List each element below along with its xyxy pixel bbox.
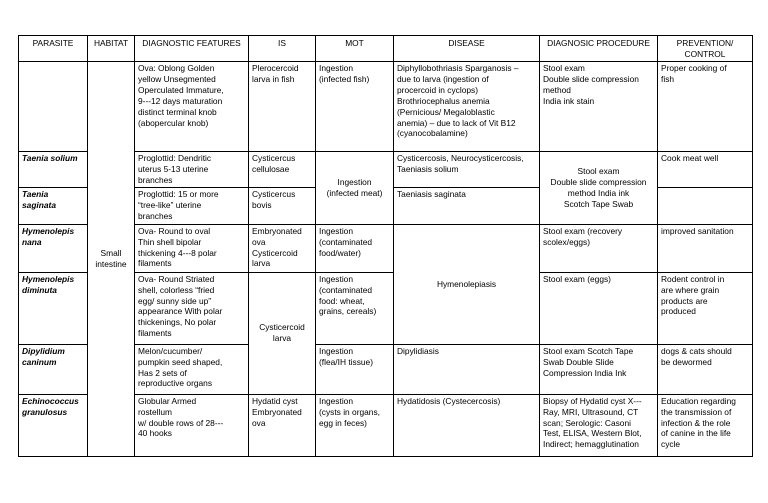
cell-text-line: pumpkin seed shaped, [138, 356, 223, 367]
cell-text-line: Proglottid: 15 or more [138, 188, 219, 199]
disease-cell [394, 62, 540, 152]
cell-text-line: fish [661, 73, 675, 84]
cell-text-line: 40 hooks [138, 428, 172, 439]
cell-text-line: Cysticercus [252, 153, 296, 163]
cell-text-line: infection & the role [661, 417, 731, 428]
mot-cell [316, 224, 394, 272]
cell-text-line: food: wheat, [319, 295, 365, 306]
cell-text-line: cycle [661, 439, 681, 450]
cell-text-line: Double slide compression [543, 73, 639, 84]
is-cell [249, 224, 316, 272]
prevention-cell [658, 224, 753, 272]
cell-text-line: Cysticercoid [252, 247, 298, 258]
disease-cell-merged [394, 224, 540, 344]
mot-cell [316, 394, 394, 456]
cell-text-line: of canine in the life [661, 428, 731, 439]
cell-text-line: Double slide compression [550, 176, 647, 187]
is-cell [249, 62, 316, 152]
header-mot: MOT [316, 36, 394, 62]
cell-text-line: Cysticercus [252, 188, 296, 199]
cell-text-line: appearance With polar [138, 306, 223, 317]
cell-text-line: due to larva (ingestion of [397, 73, 489, 84]
cell-text-line: (contaminated [319, 284, 373, 295]
cell-text-line: Stool exam [577, 166, 620, 177]
cell-text-line: Proper cooking of [661, 63, 727, 73]
cell-text-line: improved sanitation [661, 225, 734, 236]
parasite-cell [19, 272, 88, 344]
cell-text-line: Melon/cucumber/ [138, 345, 203, 356]
mot-cell [316, 62, 394, 152]
cell-text-line: Ingestion [319, 395, 353, 406]
cell-text-line: Hymenolepis [22, 225, 75, 236]
cell-text-line: (cyanocobalamine) [397, 128, 468, 139]
diag-cell [540, 272, 658, 344]
mot-cell-merged [316, 152, 394, 225]
cell-text-line: (infected fish) [319, 73, 370, 84]
cell-text-line: branches [138, 174, 173, 185]
cell-text-line: (cysts in organs, [319, 406, 380, 417]
diag-cell [540, 394, 658, 456]
prevention-cell [658, 394, 753, 456]
cell-text-line: Stool exam (eggs) [543, 273, 611, 284]
cell-text-line: caninum [22, 356, 57, 367]
cell-text-line: Biopsy of Hydatid cyst X--- [543, 395, 642, 406]
cell-text-line: egg in feces) [319, 417, 367, 428]
cell-text-line: (abopercular knob) [138, 117, 209, 128]
header-prevention: PREVENTION/ CONTROL [658, 36, 753, 62]
is-cell [249, 152, 316, 188]
cell-text-line: Stool exam [543, 63, 585, 73]
cell-text-line: Diphyllobothriasis Sparganosis – [397, 63, 519, 73]
cell-text-line: scan; Serologic: Casoni [543, 417, 631, 428]
cell-text-line: Ova: Oblong Golden [138, 63, 215, 73]
cell-text-line: distinct terminal knob [138, 106, 217, 117]
cell-text-line: Ova- Round to oval [138, 225, 211, 236]
cell-text-line: rostellum [138, 406, 172, 417]
cell-text-line: Taeniasis saginata [397, 188, 466, 199]
cell-text-line: Taenia solium [22, 153, 78, 163]
cell-text-line: nana [22, 236, 42, 247]
disease-cell [394, 187, 540, 224]
cell-text-line: uterus 5-13 uterine [138, 163, 209, 174]
parasite-cell [19, 394, 88, 456]
cell-text-line: thickenings, No polar [138, 317, 217, 328]
cell-text-line: Scotch Tape Swab [563, 198, 634, 209]
cell-text-line: Cook meat well [661, 153, 719, 163]
cell-text-line: Ray, MRI, Ultrasound, CT [543, 406, 639, 417]
cell-text-line: (flea/IH tissue) [319, 356, 373, 367]
cell-text-line: Hymenolepis [22, 273, 75, 284]
cell-text-line: ova [252, 417, 266, 428]
cell-text-line: scolex/eggs) [543, 236, 591, 247]
cell-text-line: Rodent control in [661, 273, 725, 284]
cell-text-line: shell, colorless “fried [138, 284, 215, 295]
habitat-cell [88, 62, 135, 457]
cell-text-line: filaments [138, 328, 172, 339]
features-cell [135, 62, 249, 152]
cell-text-line: intestine [95, 258, 127, 269]
cell-text-line: Has 2 sets of [138, 367, 187, 378]
cell-text-line: dogs & cats should [661, 345, 732, 356]
disease-cell [394, 152, 540, 188]
cell-text-line: Stool exam (recovery [543, 225, 623, 236]
cell-text-line: thickening 4---8 polar [138, 247, 217, 258]
cell-text-line: Brothriocephalus anemia [397, 95, 490, 106]
cell-text-line: India ink stain [543, 95, 595, 106]
cell-text-line: filaments [138, 258, 172, 269]
parasite-cell [19, 187, 88, 224]
cell-text-line: larva in fish [252, 73, 295, 84]
header-parasite: PARASITE [19, 36, 88, 62]
is-cell [249, 187, 316, 224]
disease-cell [394, 344, 540, 394]
cell-text-line: are where grain [661, 284, 720, 295]
cell-text-line: Plerocercoid [252, 63, 299, 73]
cell-text-line: Taenia [22, 188, 49, 199]
cell-text-line: method India ink [567, 187, 630, 198]
cell-text-line: granulosus [22, 406, 68, 417]
cell-text-line: Ingestion [337, 176, 372, 187]
cell-text-line: anemia) – due to lack of Vit B12 [397, 117, 516, 128]
cell-text-line: branches [138, 210, 173, 221]
features-cell [135, 344, 249, 394]
cell-text-line: Hydatidosis (Cystecercosis) [397, 395, 501, 406]
cell-text-line: saginata [22, 199, 56, 210]
diag-cell [540, 224, 658, 272]
header-is: IS [249, 36, 316, 62]
cell-text-line: “tree-like” uterine [138, 199, 202, 210]
cell-text-line: Globular Armed [138, 395, 197, 406]
header-diagnostic-features: DIAGNOSTIC FEATURES [135, 36, 249, 62]
cell-text-line: w/ double rows of 28--- [138, 417, 224, 428]
cell-text-line: ova [252, 236, 266, 247]
parasite-cell [19, 224, 88, 272]
features-cell [135, 394, 249, 456]
cell-text-line: be dewormed [661, 356, 712, 367]
mot-cell [316, 344, 394, 394]
cell-text-line: food/water) [319, 247, 361, 258]
cell-text-line: bovis [252, 199, 272, 210]
features-cell [135, 187, 249, 224]
features-cell [135, 224, 249, 272]
header-row [19, 36, 753, 62]
cell-text-line: procercoid in cyclops) [397, 84, 478, 95]
cell-text-line: Hymenolepiasis [436, 278, 497, 289]
cell-text-line: yellow Unsegmented [138, 73, 216, 84]
cell-text-line: reproductive organs [138, 378, 213, 389]
header-disease: DISEASE [394, 36, 540, 62]
diag-cell [540, 62, 658, 152]
parasite-cell [19, 344, 88, 394]
mot-cell [316, 272, 394, 344]
cell-text-line: the transmission of [661, 406, 732, 417]
cell-text-line: Cysticercosis, Neurocysticercosis, [397, 153, 524, 163]
prevention-cell [658, 344, 753, 394]
cell-text-line: Ova- Round Striated [138, 273, 215, 284]
cell-text-line: products are [661, 295, 708, 306]
is-cell [249, 394, 316, 456]
cell-text-line: (contaminated [319, 236, 373, 247]
cell-text-line: (infected meat) [326, 187, 383, 198]
cell-text-line: Taeniasis solium [397, 163, 459, 174]
cell-text-line: diminuta [22, 284, 57, 295]
cell-text-line: Ingestion [319, 273, 353, 284]
parasite-cell [19, 62, 88, 152]
cell-text-line: (Pernicious/ Megaloblastic [397, 106, 495, 117]
cell-text-line: Ingestion [319, 63, 353, 73]
cell-text-line: Ingestion [319, 345, 353, 356]
diag-cell-merged [540, 152, 658, 225]
cell-text-line: Small [100, 247, 122, 258]
features-cell [135, 272, 249, 344]
header-habitat: HABITAT [88, 36, 135, 62]
cell-text-line: Thin shell bipolar [138, 236, 202, 247]
table-row [19, 62, 753, 152]
cell-text-line: Stool exam Scotch Tape [543, 345, 634, 356]
cell-text-line: Dipylidium [22, 345, 65, 356]
cell-text-line: Indirect; hemagglutination [543, 439, 639, 450]
cell-text-line: Operculated Immature, [138, 84, 224, 95]
cell-text-line: cellulosae [252, 163, 290, 174]
header-diagnostic-procedure: DIAGNOSIC PROCEDURE [540, 36, 658, 62]
disease-cell [394, 394, 540, 456]
cell-text-line: Hydatid cyst [252, 395, 298, 406]
cell-text-line: Swab Double Slide [543, 356, 614, 367]
cell-text-line: egg/ sunny side up” [138, 295, 212, 306]
cell-text-line: Education regarding [661, 395, 736, 406]
cell-text-line: Echinococcus [22, 395, 79, 406]
cell-text-line: Embryonated [252, 406, 302, 417]
cell-text-line: Cysticercoid [259, 322, 305, 333]
cell-text-line: Proglottid: Dendritic [138, 153, 212, 163]
features-cell [135, 152, 249, 188]
cell-text-line: larva [252, 258, 271, 269]
prevention-cell [658, 187, 753, 224]
cell-text-line: Compression India Ink [543, 367, 627, 378]
cell-text-line: method [543, 84, 571, 95]
cell-text-line: grains, cereals) [319, 306, 377, 317]
prevention-cell [658, 62, 753, 152]
parasite-cell [19, 152, 88, 188]
is-cell-merged [249, 272, 316, 394]
prevention-cell [658, 272, 753, 344]
cell-text-line: Ingestion [319, 225, 353, 236]
diag-cell [540, 344, 658, 394]
cell-text-line: Dipylidiasis [397, 345, 439, 356]
cell-text-line: Embryonated [252, 225, 302, 236]
prevention-cell [658, 152, 753, 188]
cell-text-line: 9---12 days maturation [138, 95, 223, 106]
cell-text-line: produced [661, 306, 696, 317]
cell-text-line: Test, ELISA, Western Blot, [543, 428, 642, 439]
cell-text-line: larva [272, 333, 292, 344]
parasite-table [18, 35, 753, 457]
